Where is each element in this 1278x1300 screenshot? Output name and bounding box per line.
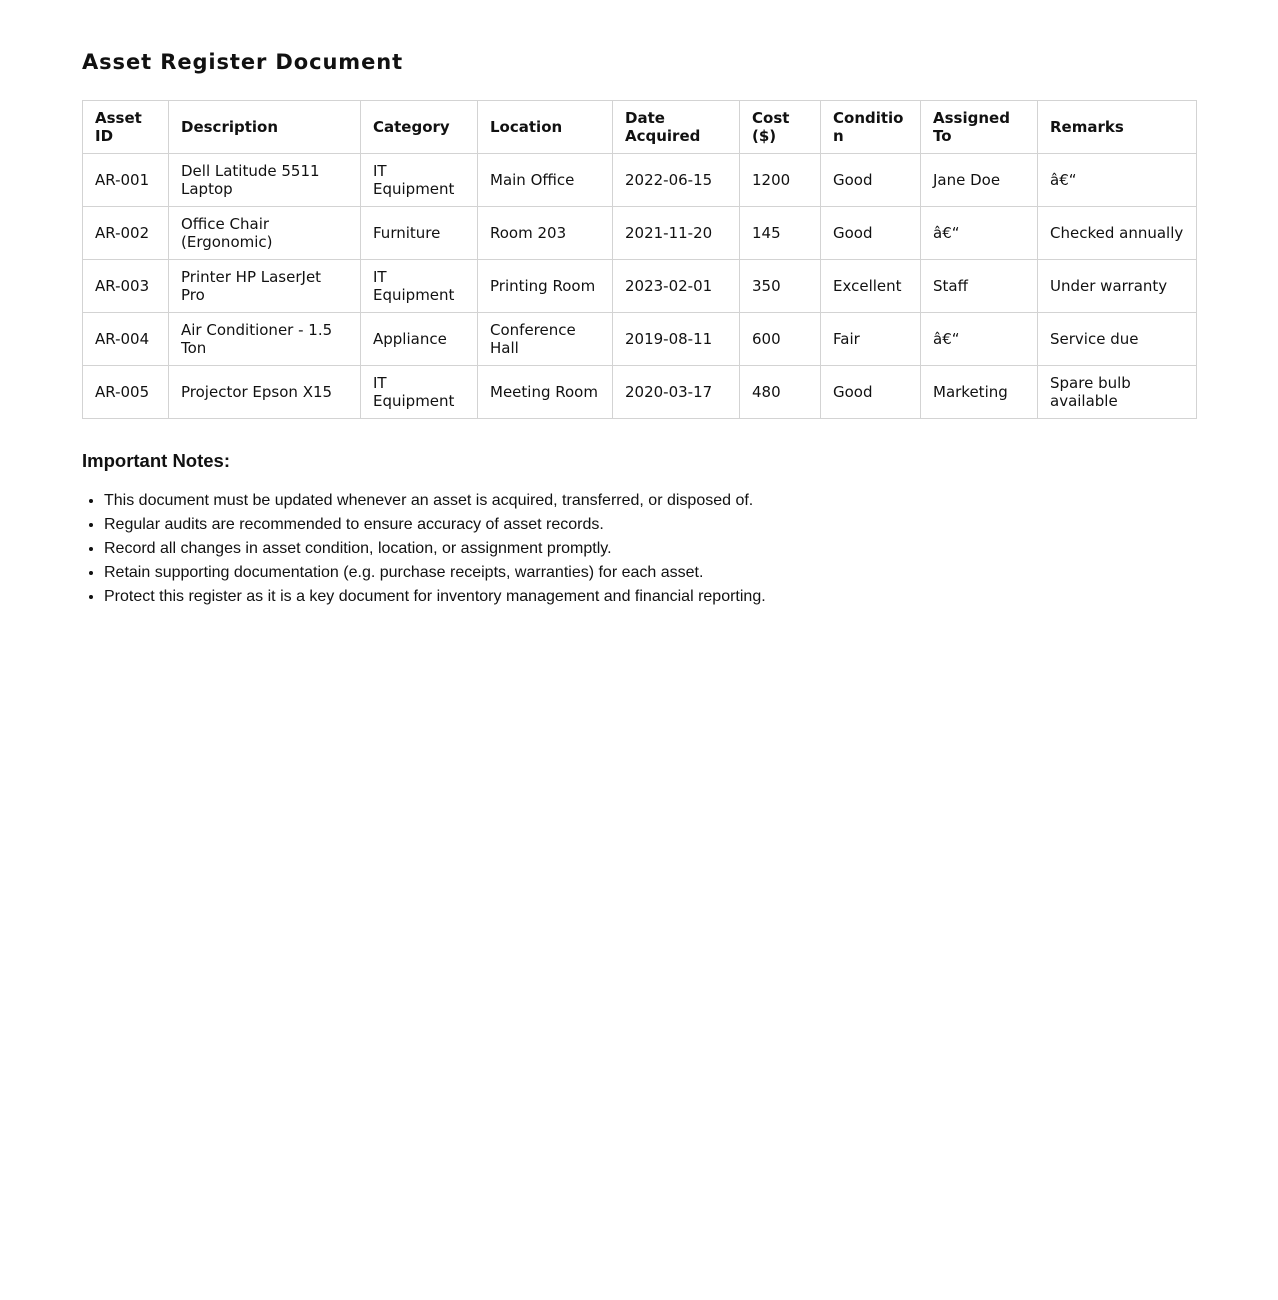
cell-assigned-to: Marketing	[921, 366, 1038, 419]
cell-cost: 350	[740, 260, 821, 313]
cell-condition: Excellent	[821, 260, 921, 313]
cell-remarks: Service due	[1038, 313, 1197, 366]
notes-heading: Important Notes:	[82, 450, 230, 471]
cell-cost: 1200	[740, 154, 821, 207]
cell-remarks: â€“	[1038, 154, 1197, 207]
cell-asset-id: AR-003	[83, 260, 169, 313]
cell-location: Main Office	[478, 154, 613, 207]
column-header-date-acquired: Date Acquired	[613, 101, 740, 154]
cell-description: Dell Latitude 5511 Laptop	[169, 154, 361, 207]
list-item: • Regular audits are recommended to ensure accuracy of asset records.	[104, 513, 1196, 537]
cell-date-acquired: 2020-03-17	[613, 366, 740, 419]
cell-cost: 145	[740, 207, 821, 260]
cell-location: Printing Room	[478, 260, 613, 313]
column-header-assigned-to: Assigned To	[921, 101, 1038, 154]
column-header-condition: Condition	[821, 101, 921, 154]
cell-cost: 600	[740, 313, 821, 366]
list-item: • This document must be updated whenever an asset is acquired, transferred, or disposed of.	[104, 489, 1196, 513]
cell-condition: Good	[821, 207, 921, 260]
cell-date-acquired: 2023-02-01	[613, 260, 740, 313]
cell-location: Room 203	[478, 207, 613, 260]
cell-location: Conference Hall	[478, 313, 613, 366]
cell-category: IT Equipment	[361, 260, 478, 313]
important-notes-section	[82, 450, 1196, 609]
cell-category: Appliance	[361, 313, 478, 366]
cell-asset-id: AR-005	[83, 366, 169, 419]
notes-list	[82, 489, 1196, 609]
table-row	[83, 154, 1197, 207]
cell-assigned-to: Staff	[921, 260, 1038, 313]
table-row	[83, 313, 1197, 366]
cell-asset-id: AR-001	[83, 154, 169, 207]
table-row	[83, 260, 1197, 313]
list-item: • Protect this register as it is a key document for inventory management and financial reporting.	[104, 585, 1196, 609]
cell-description: Air Conditioner - 1.5 Ton	[169, 313, 361, 366]
cell-cost: 480	[740, 366, 821, 419]
cell-asset-id: AR-002	[83, 207, 169, 260]
column-header-cost: Cost ($)	[740, 101, 821, 154]
document-title: Asset Register Document	[82, 50, 404, 74]
cell-assigned-to: â€“	[921, 313, 1038, 366]
cell-assigned-to: â€“	[921, 207, 1038, 260]
list-item: • Retain supporting documentation (e.g. purchase receipts, warranties) for each asset.	[104, 561, 1196, 585]
column-header-asset-id: Asset ID	[83, 101, 169, 154]
cell-asset-id: AR-004	[83, 313, 169, 366]
cell-date-acquired: 2019-08-11	[613, 313, 740, 366]
asset-register-table	[82, 100, 1197, 419]
cell-assigned-to: Jane Doe	[921, 154, 1038, 207]
table-header-row	[83, 101, 1197, 154]
cell-category: IT Equipment	[361, 366, 478, 419]
cell-remarks: Under warranty	[1038, 260, 1197, 313]
cell-category: Furniture	[361, 207, 478, 260]
cell-location: Meeting Room	[478, 366, 613, 419]
cell-description: Projector Epson X15	[169, 366, 361, 419]
cell-condition: Fair	[821, 313, 921, 366]
list-item: • Record all changes in asset condition, location, or assignment promptly.	[104, 537, 1196, 561]
cell-description: Printer HP LaserJet Pro	[169, 260, 361, 313]
cell-condition: Good	[821, 366, 921, 419]
cell-date-acquired: 2021-11-20	[613, 207, 740, 260]
column-header-description: Description	[169, 101, 361, 154]
cell-date-acquired: 2022-06-15	[613, 154, 740, 207]
cell-category: IT Equipment	[361, 154, 478, 207]
cell-remarks: Spare bulb available	[1038, 366, 1197, 419]
cell-remarks: Checked annually	[1038, 207, 1197, 260]
cell-description: Office Chair (Ergonomic)	[169, 207, 361, 260]
column-header-location: Location	[478, 101, 613, 154]
table-row	[83, 207, 1197, 260]
column-header-category: Category	[361, 101, 478, 154]
table-row	[83, 366, 1197, 419]
cell-condition: Good	[821, 154, 921, 207]
column-header-remarks: Remarks	[1038, 101, 1197, 154]
